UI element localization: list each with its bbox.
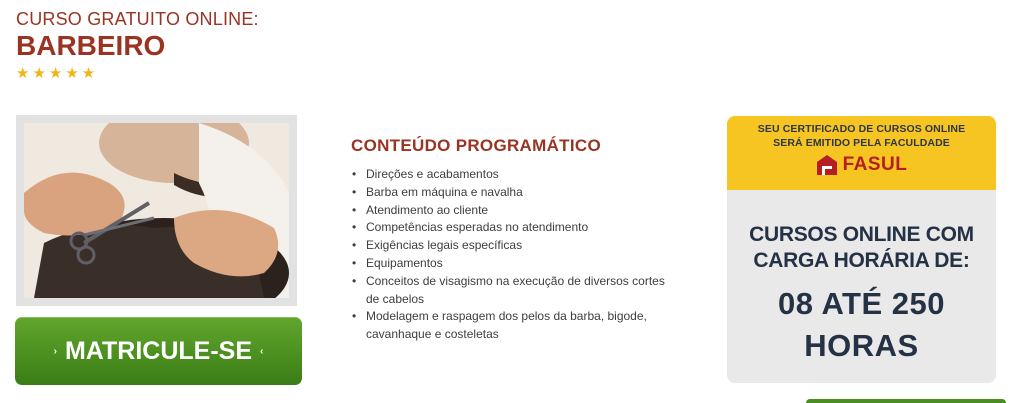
fasul-house-icon xyxy=(816,154,838,176)
list-item: • Modelagem e raspagem dos pelos da barba, bigode, cavanhaque e costeletas xyxy=(350,308,670,344)
content-list xyxy=(350,166,670,344)
course-photo xyxy=(16,115,297,306)
arrow-left-icon: ‹ xyxy=(260,345,264,357)
brand-name: FASUL xyxy=(842,154,908,175)
arrow-right-icon: › xyxy=(53,345,57,357)
rating-stars: ★★★★★ xyxy=(16,65,99,82)
certificate-body xyxy=(727,190,996,366)
certificate-line-2: SERÁ EMITIDO PELA FACULDADE xyxy=(773,137,950,149)
list-item: • Exigências legais específicas xyxy=(350,237,670,255)
list-item: • Competências esperadas no atendimento xyxy=(350,219,670,237)
certificate-hours: 08 ATÉ 250 xyxy=(778,286,945,321)
list-item: • Barba em máquina e navalha xyxy=(350,184,670,202)
certificate-card xyxy=(727,116,996,383)
enroll-button[interactable] xyxy=(15,317,302,385)
list-item: • Direções e acabamentos xyxy=(350,166,670,184)
barber-photo-icon xyxy=(24,123,289,298)
certificate-banner xyxy=(727,116,996,190)
list-item: • Conceitos de visagismo na execução de diversos cortes de cabelos xyxy=(350,273,670,309)
content-title: CONTEÚDO PROGRAMÁTICO xyxy=(351,136,601,155)
fasul-logo xyxy=(727,154,996,176)
course-title: BARBEIRO xyxy=(16,30,166,61)
barber-illustration xyxy=(24,123,289,298)
list-item: • Equipamentos xyxy=(350,255,670,273)
next-button-fragment[interactable] xyxy=(806,399,1006,403)
certificate-unit: HORAS xyxy=(804,328,919,363)
course-kicker: CURSO GRATUITO ONLINE: xyxy=(16,9,259,29)
certificate-headline-2: CARGA HORÁRIA DE: xyxy=(753,249,970,272)
enroll-button-label: MATRICULE-SE xyxy=(64,336,253,365)
list-item: • Atendimento ao cliente xyxy=(350,202,670,220)
certificate-line-1: SEU CERTIFICADO DE CURSOS ONLINE xyxy=(757,123,966,135)
certificate-headline-1: CURSOS ONLINE COM xyxy=(749,223,974,246)
